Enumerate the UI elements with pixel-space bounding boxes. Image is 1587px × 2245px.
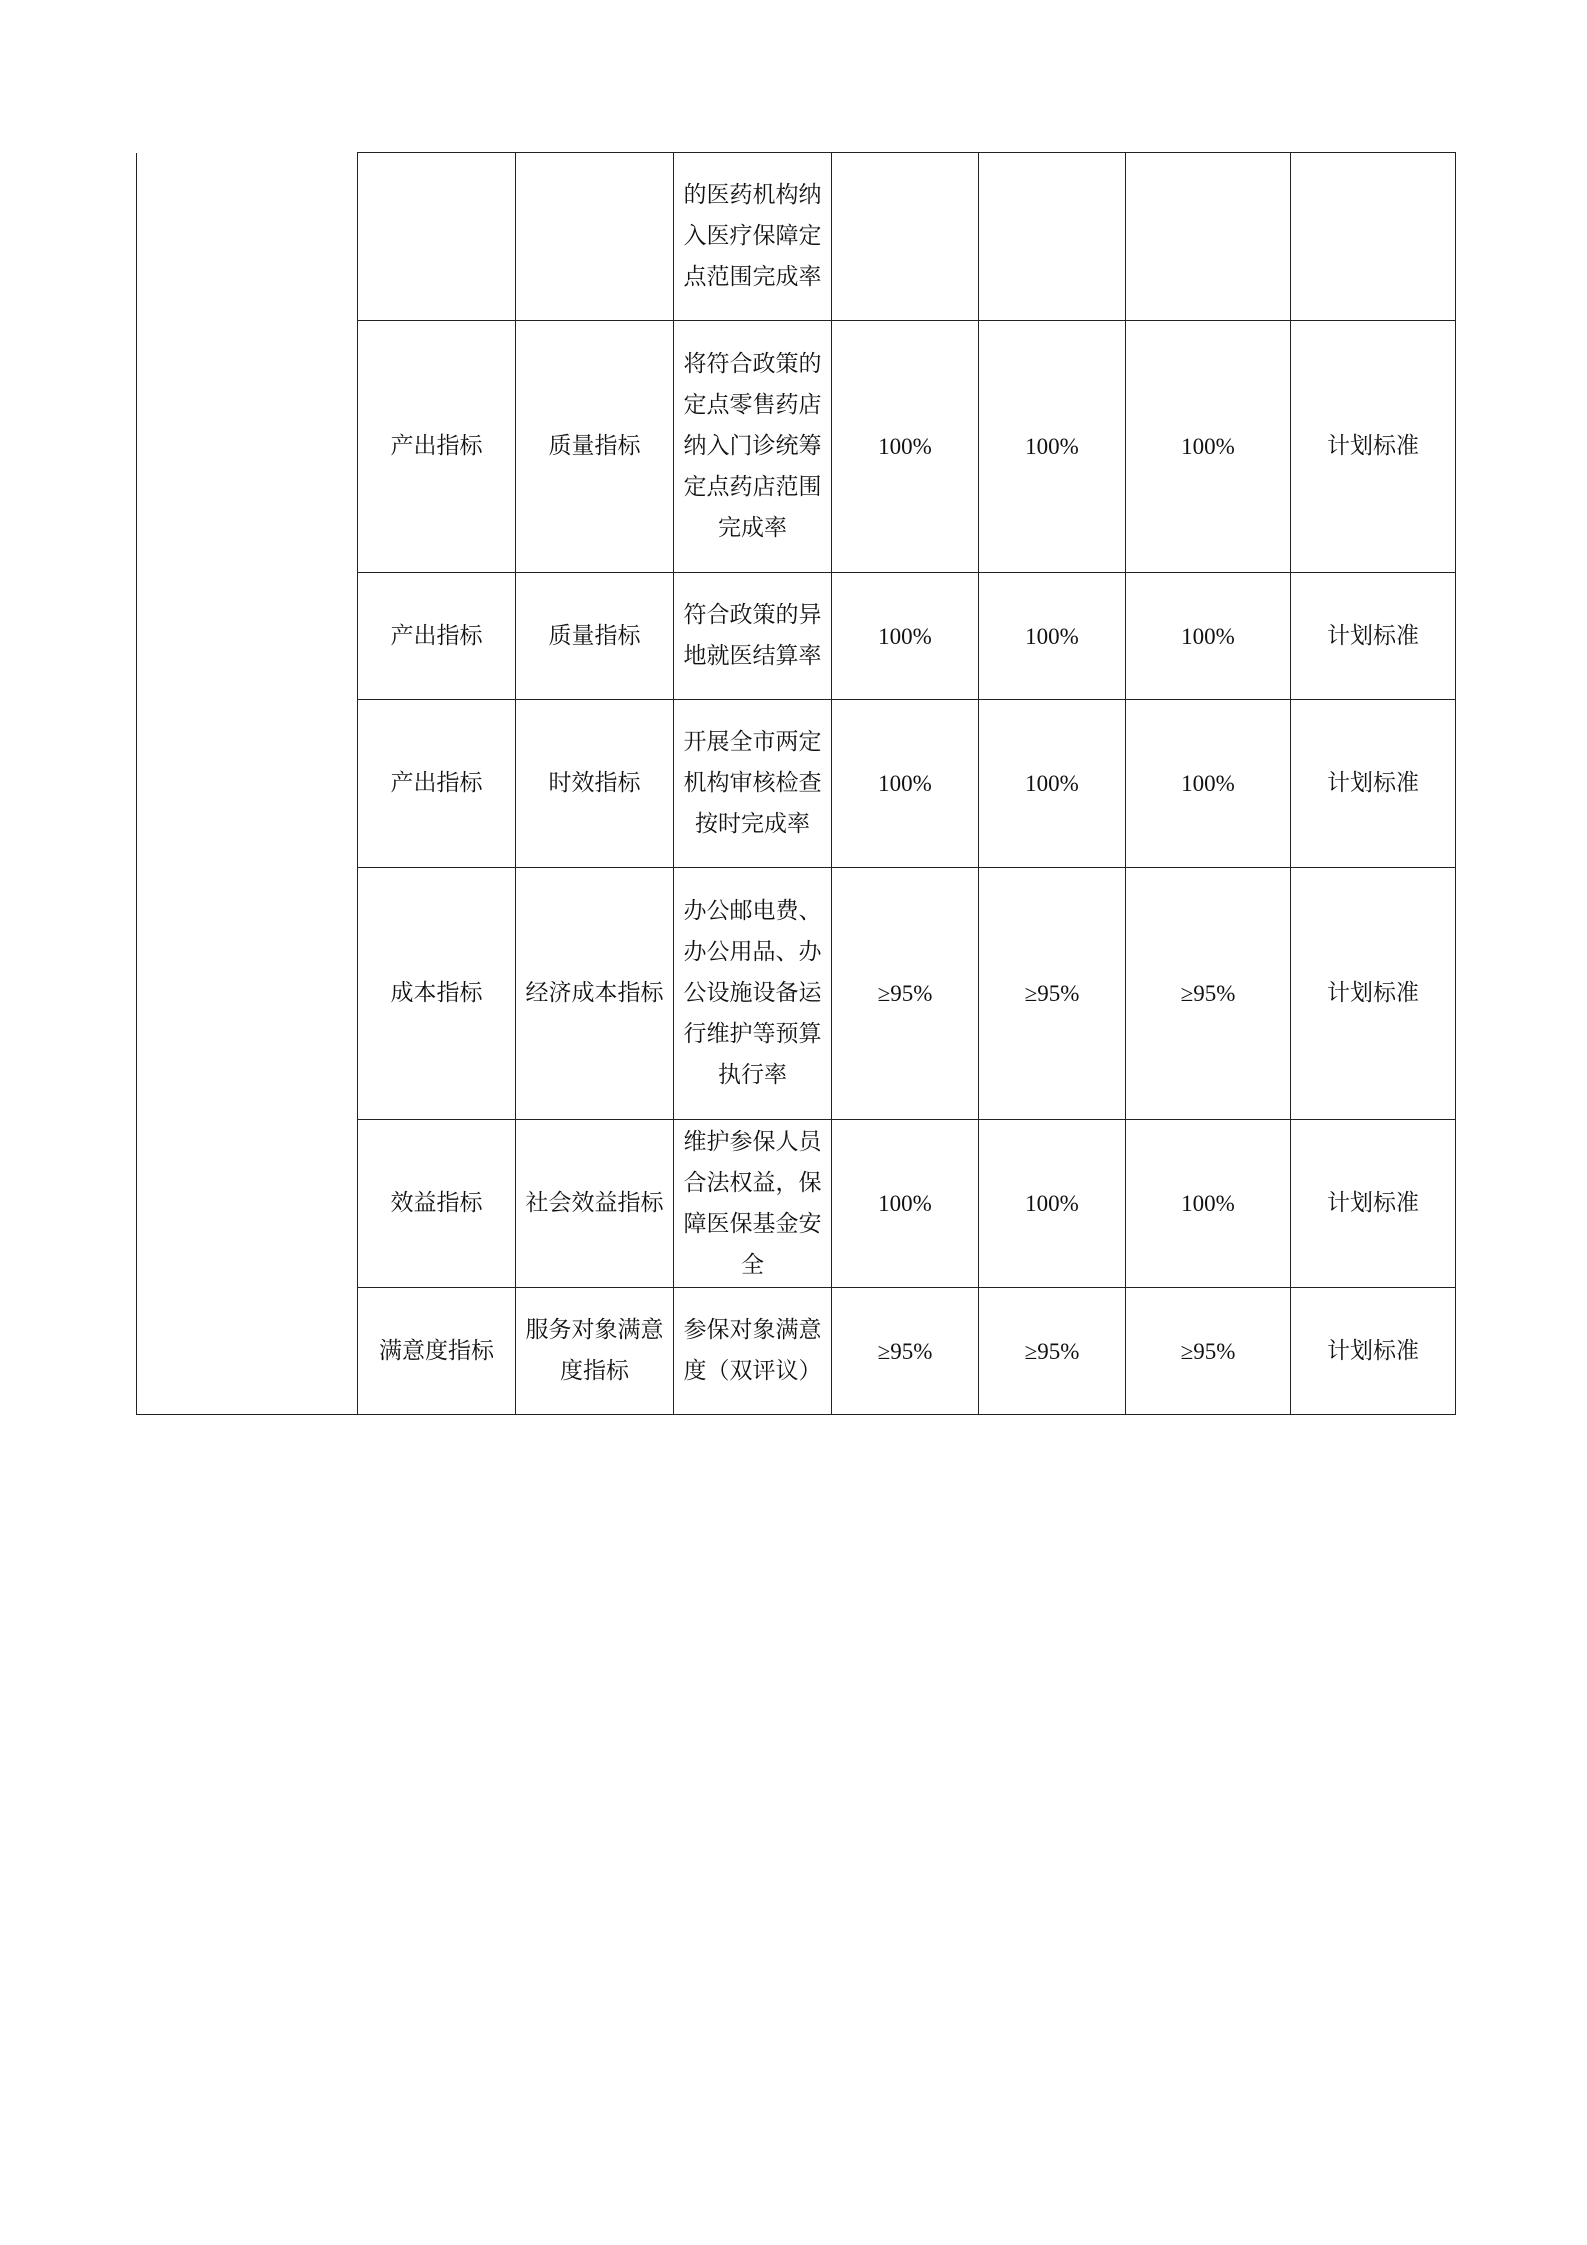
basis-cell: 计划标准	[1291, 321, 1456, 573]
level3-indicator-cell: 开展全市两定机构审核检查按时完成率	[674, 700, 832, 868]
value-cell: ≥95%	[832, 868, 979, 1120]
level1-indicator-cell: 产出指标	[358, 700, 516, 868]
level2-indicator-cell: 质量指标	[516, 321, 674, 573]
value-cell	[832, 153, 979, 321]
level3-indicator-cell: 办公邮电费、办公用品、办公设施设备运行维护等预算执行率	[674, 868, 832, 1120]
level2-indicator-cell: 服务对象满意度指标	[516, 1288, 674, 1415]
value-cell: 100%	[979, 700, 1126, 868]
table-row	[137, 153, 1456, 321]
level3-indicator-cell: 的医药机构纳入医疗保障定点范围完成率	[674, 153, 832, 321]
level3-indicator-cell: 参保对象满意度（双评议）	[674, 1288, 832, 1415]
value-cell: ≥95%	[1126, 1288, 1291, 1415]
level2-indicator-cell: 社会效益指标	[516, 1120, 674, 1288]
value-cell: 100%	[832, 573, 979, 700]
value-cell: ≥95%	[979, 868, 1126, 1120]
basis-cell: 计划标准	[1291, 700, 1456, 868]
value-cell: 100%	[1126, 321, 1291, 573]
value-cell	[1126, 153, 1291, 321]
value-cell: 100%	[979, 1120, 1126, 1288]
value-cell: 100%	[832, 1120, 979, 1288]
level1-indicator-cell: 产出指标	[358, 321, 516, 573]
value-cell: 100%	[832, 321, 979, 573]
level1-indicator-cell	[358, 153, 516, 321]
value-cell: 100%	[979, 573, 1126, 700]
level2-indicator-cell: 时效指标	[516, 700, 674, 868]
level2-indicator-cell	[516, 153, 674, 321]
value-cell: 100%	[1126, 700, 1291, 868]
value-cell: 100%	[1126, 1120, 1291, 1288]
level2-indicator-cell: 经济成本指标	[516, 868, 674, 1120]
value-cell	[979, 153, 1126, 321]
value-cell: ≥95%	[979, 1288, 1126, 1415]
value-cell: ≥95%	[1126, 868, 1291, 1120]
value-cell: 100%	[832, 700, 979, 868]
basis-cell: 计划标准	[1291, 573, 1456, 700]
merged-category-cell	[137, 153, 358, 1415]
level3-indicator-cell: 维护参保人员合法权益，保障医保基金安全	[674, 1120, 832, 1288]
basis-cell: 计划标准	[1291, 1120, 1456, 1288]
level2-indicator-cell: 质量指标	[516, 573, 674, 700]
level3-indicator-cell: 符合政策的异地就医结算率	[674, 573, 832, 700]
level1-indicator-cell: 产出指标	[358, 573, 516, 700]
basis-cell: 计划标准	[1291, 1288, 1456, 1415]
level1-indicator-cell: 成本指标	[358, 868, 516, 1120]
performance-indicator-table	[136, 152, 1456, 1415]
level3-indicator-cell: 将符合政策的定点零售药店纳入门诊统筹定点药店范围完成率	[674, 321, 832, 573]
basis-cell	[1291, 153, 1456, 321]
level1-indicator-cell: 满意度指标	[358, 1288, 516, 1415]
value-cell: 100%	[1126, 573, 1291, 700]
level1-indicator-cell: 效益指标	[358, 1120, 516, 1288]
value-cell: 100%	[979, 321, 1126, 573]
basis-cell: 计划标准	[1291, 868, 1456, 1120]
value-cell: ≥95%	[832, 1288, 979, 1415]
